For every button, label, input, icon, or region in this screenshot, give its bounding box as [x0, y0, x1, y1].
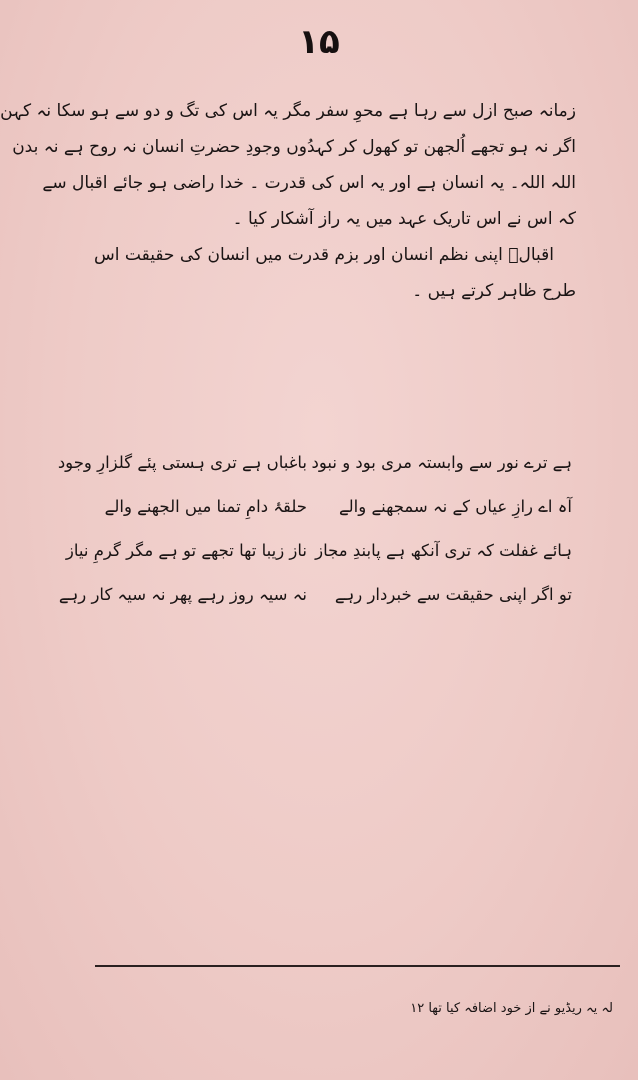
prose-line: کہ اس نے اس تاریک عہد میں یہ راز آشکار کیا ۔: [232, 209, 576, 229]
couplet-first-line: تو اگر اپنی حقیقت سے خبردار رہے: [334, 585, 572, 604]
couplet: [57, 452, 572, 496]
couplet-first-line: ہے ترے نور سے وابستہ مری بود و نبود: [311, 453, 572, 472]
prose-line: اقبالؒ اپنی نظم انسان اور بزم قدرت میں انسان کی حقیقت اس: [94, 245, 554, 265]
page-number: ۱۵: [298, 22, 340, 62]
couplet-second-line: باغباں ہے تری ہستی پئے گلزارِ وجود: [57, 453, 307, 472]
couplet-first-line: ہائے غفلت کہ تری آنکھ ہے پابندِ مجاز: [315, 541, 572, 560]
couplet: [65, 540, 572, 584]
prose-line: زمانہ صبح ازل سے رہا ہے محوِ سفر مگر یہ اس کی تگ و دو سے ہو سکا نہ کہن: [0, 101, 576, 121]
couplet-second-line: نہ سیہ روز رہے پھر نہ سیہ کار رہے: [58, 585, 307, 604]
prose-line: اللہ اللہ۔ یہ انسان ہے اور یہ اس کی قدرت ۔ خدا راضی ہو جائے اقبال سے: [42, 173, 576, 193]
prose-block: [0, 100, 576, 316]
prose-line: طرح ظاہر کرتے ہیں ۔: [412, 281, 576, 301]
poem-couplets: [57, 452, 572, 628]
couplet: [72, 496, 572, 540]
couplet-second-line: حلقۂ دامِ تمنا میں الجھنے والے: [104, 497, 307, 516]
footnote-divider: [95, 965, 620, 967]
couplet: [58, 584, 572, 628]
couplet-first-line: آہ اے رازِ عیاں کے نہ سمجھنے والے: [338, 497, 572, 516]
footnote: لہ یہ ریڈیو نے از خود اضافہ کیا تھا ۱۲: [410, 1001, 613, 1016]
couplet-second-line: ناز زیبا تھا تجھے تو ہے مگر گرمِ نیاز: [65, 541, 307, 560]
prose-line: اگر نہ ہو تجھے اُلجھن تو کھول کر کہدُوں وجودِ حضرتِ انسان نہ روح ہے نہ بدن: [12, 137, 576, 157]
